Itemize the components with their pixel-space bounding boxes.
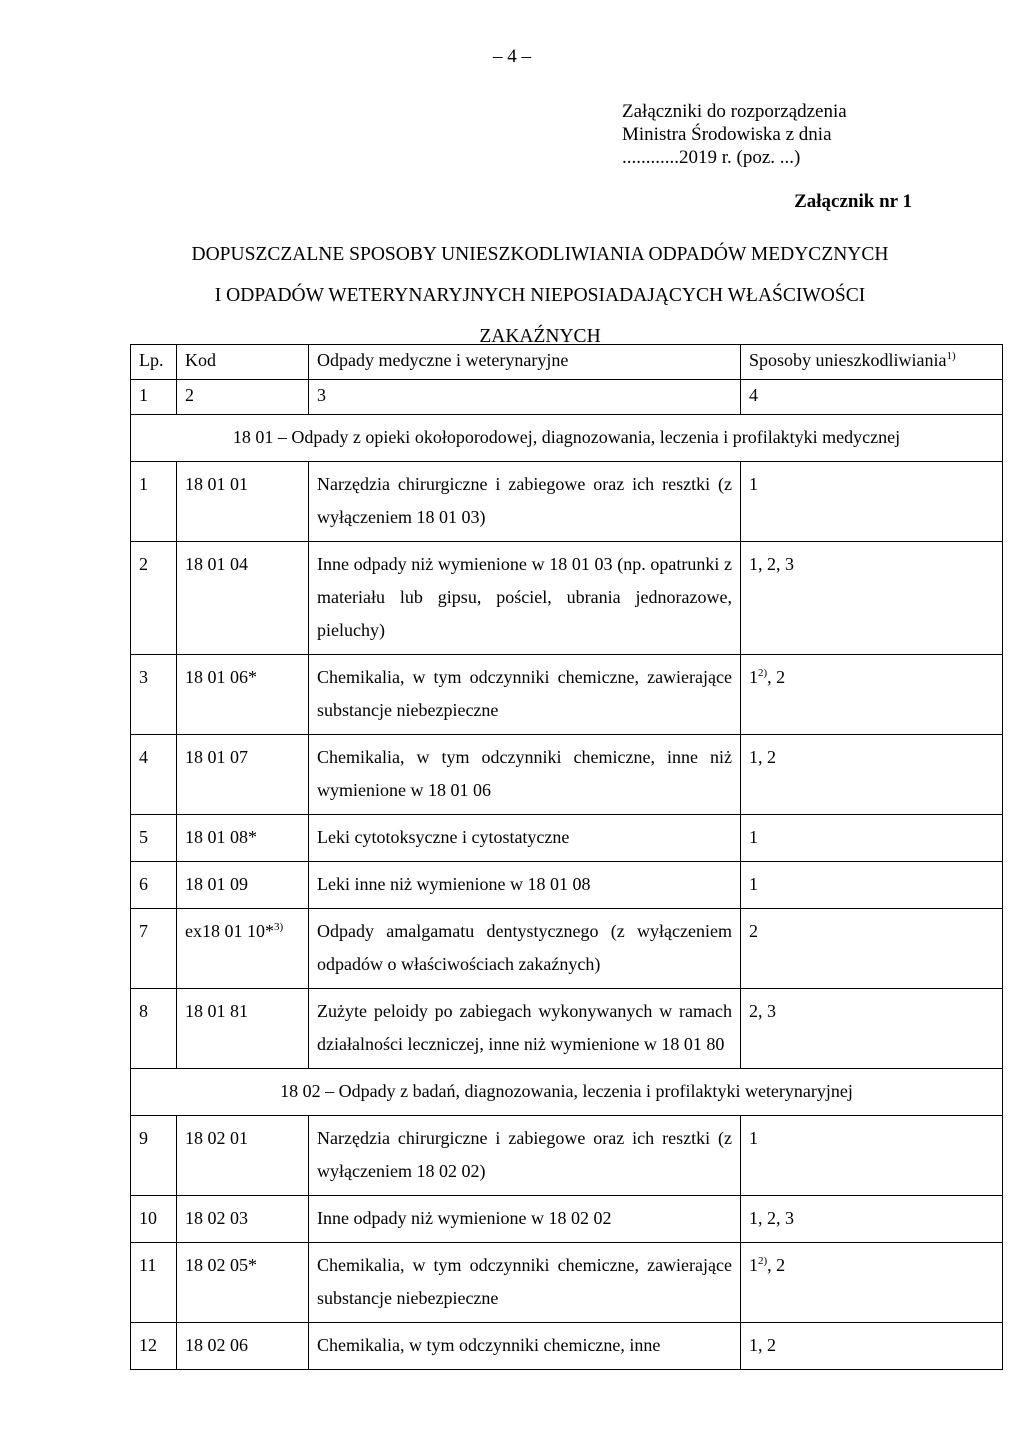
sposoby-text: 1, 2 — [749, 747, 776, 767]
number-cell: 1 — [131, 380, 177, 415]
sposoby-text: 1 — [749, 827, 758, 847]
cell-lp: 10 — [131, 1196, 177, 1243]
table-row — [131, 909, 1003, 989]
title-line-3: ZAKAŹNYCH — [479, 326, 601, 347]
table-row — [131, 542, 1003, 655]
header-row — [131, 345, 1003, 380]
sposoby-text: 2, 3 — [749, 1001, 776, 1021]
table-row — [131, 989, 1003, 1069]
sposoby-text: 1 — [749, 667, 758, 687]
cell-kod — [177, 989, 309, 1069]
cell-opis: Zużyte peloidy po zabiegach wykonywanych w ramach działalności leczniczej, inne niż wymienione w 18 01 80 — [309, 989, 741, 1069]
cell-opis: Inne odpady niż wymienione w 18 01 03 (np. opatrunki z materiału lub gipsu, pościel, ubrania jednorazowe, pieluchy) — [309, 542, 741, 655]
cell-sposoby — [741, 989, 1003, 1069]
kod-text: 18 02 03 — [185, 1208, 248, 1228]
sposoby-rest: , 2 — [767, 1255, 786, 1275]
cell-lp: 7 — [131, 909, 177, 989]
cell-sposoby — [741, 655, 1003, 735]
kod-text: 18 01 08* — [185, 827, 257, 847]
cell-lp: 12 — [131, 1323, 177, 1370]
number-cell: 3 — [309, 380, 741, 415]
kod-text: 18 01 81 — [185, 1001, 248, 1021]
cell-kod — [177, 909, 309, 989]
cell-kod — [177, 655, 309, 735]
number-cell: 2 — [177, 380, 309, 415]
attachment-header — [622, 100, 847, 169]
numbering-row — [131, 380, 1003, 415]
cell-kod — [177, 462, 309, 542]
title-line-2: I ODPADÓW WETERYNARYJNYCH NIEPOSIADAJĄCYCH WŁAŚCIWOŚCI — [214, 285, 866, 306]
sposoby-text: 1 — [749, 1255, 758, 1275]
annex-label: Załącznik nr 1 — [794, 191, 912, 212]
table-row — [131, 1116, 1003, 1196]
cell-kod — [177, 1323, 309, 1370]
cell-opis: Chemikalia, w tym odczynniki chemiczne, inne — [309, 1323, 741, 1370]
kod-text: 18 01 06* — [185, 667, 257, 687]
group-row — [131, 415, 1003, 462]
number-cell: 4 — [741, 380, 1003, 415]
attachment-line-3: ............2019 r. (poz. ...) — [622, 147, 801, 168]
header-sposoby-footnote: 1) — [946, 350, 956, 362]
waste-table — [130, 344, 1003, 1370]
table-row — [131, 862, 1003, 909]
header-sposoby — [741, 345, 1003, 380]
cell-kod — [177, 735, 309, 815]
cell-lp: 9 — [131, 1116, 177, 1196]
title-line-1: DOPUSZCZALNE SPOSOBY UNIESZKODLIWIANIA ODPADÓW MEDYCZNYCH — [191, 244, 889, 265]
cell-opis: Narzędzia chirurgiczne i zabiegowe oraz ich resztki (z wyłączeniem 18 01 03) — [309, 462, 741, 542]
cell-kod — [177, 815, 309, 862]
cell-sposoby — [741, 735, 1003, 815]
cell-opis: Odpady amalgamatu dentystycznego (z wyłączeniem odpadów o właściwościach zakaźnych) — [309, 909, 741, 989]
cell-lp: 4 — [131, 735, 177, 815]
cell-sposoby — [741, 1323, 1003, 1370]
group-heading-18-01: 18 01 – Odpady z opieki okołoporodowej, diagnozowania, leczenia i profilaktyki medycznej — [131, 415, 1003, 462]
kod-text: 18 02 05* — [185, 1255, 257, 1275]
cell-lp: 8 — [131, 989, 177, 1069]
cell-lp: 2 — [131, 542, 177, 655]
cell-kod — [177, 542, 309, 655]
table-row — [131, 462, 1003, 542]
cell-lp: 5 — [131, 815, 177, 862]
attachment-line-1: Załączniki do rozporządzenia — [622, 101, 847, 122]
attachment-line-2: Ministra Środowiska z dnia — [622, 124, 832, 145]
sposoby-text: 2 — [749, 921, 758, 941]
sposoby-text: 1 — [749, 1128, 758, 1148]
table-row — [131, 1243, 1003, 1323]
document-title — [100, 234, 980, 357]
header-kod: Kod — [177, 345, 309, 380]
page-number: – 4 – — [493, 46, 531, 67]
header-sposoby-text: Sposoby unieszkodliwiania — [749, 350, 947, 370]
sposoby-text: 1 — [749, 474, 758, 494]
cell-lp: 3 — [131, 655, 177, 735]
cell-lp: 1 — [131, 462, 177, 542]
kod-text: 18 01 01 — [185, 474, 248, 494]
cell-kod — [177, 862, 309, 909]
kod-text: 18 01 04 — [185, 554, 248, 574]
cell-opis: Leki cytotoksyczne i cytostatyczne — [309, 815, 741, 862]
header-lp: Lp. — [131, 345, 177, 380]
kod-footnote: 3) — [274, 921, 284, 933]
cell-lp: 6 — [131, 862, 177, 909]
kod-text: ex18 01 10* — [185, 921, 274, 941]
kod-text: 18 02 01 — [185, 1128, 248, 1148]
cell-kod — [177, 1243, 309, 1323]
table-row — [131, 1323, 1003, 1370]
sposoby-text: 1, 2, 3 — [749, 554, 794, 574]
cell-opis: Chemikalia, w tym odczynniki chemiczne, zawierające substancje niebezpieczne — [309, 1243, 741, 1323]
table-body — [131, 415, 1003, 1370]
sposoby-footnote: 2) — [758, 1255, 768, 1267]
cell-sposoby — [741, 462, 1003, 542]
sposoby-rest: , 2 — [767, 667, 786, 687]
cell-kod — [177, 1116, 309, 1196]
cell-opis: Chemikalia, w tym odczynniki chemiczne, inne niż wymienione w 18 01 06 — [309, 735, 741, 815]
table-row — [131, 815, 1003, 862]
cell-opis: Narzędzia chirurgiczne i zabiegowe oraz ich resztki (z wyłączeniem 18 02 02) — [309, 1116, 741, 1196]
cell-sposoby — [741, 1243, 1003, 1323]
table-row — [131, 655, 1003, 735]
kod-text: 18 02 06 — [185, 1335, 248, 1355]
cell-sposoby — [741, 909, 1003, 989]
cell-sposoby — [741, 862, 1003, 909]
sposoby-text: 1, 2 — [749, 1335, 776, 1355]
sposoby-text: 1 — [749, 874, 758, 894]
kod-text: 18 01 07 — [185, 747, 248, 767]
cell-sposoby — [741, 1116, 1003, 1196]
cell-sposoby — [741, 1196, 1003, 1243]
cell-lp: 11 — [131, 1243, 177, 1323]
cell-opis: Inne odpady niż wymienione w 18 02 02 — [309, 1196, 741, 1243]
group-heading-18-02: 18 02 – Odpady z badań, diagnozowania, leczenia i profilaktyki weterynaryjnej — [131, 1069, 1003, 1116]
sposoby-footnote: 2) — [758, 667, 768, 679]
table-row — [131, 735, 1003, 815]
cell-opis: Leki inne niż wymienione w 18 01 08 — [309, 862, 741, 909]
header-odpady: Odpady medyczne i weterynaryjne — [309, 345, 741, 380]
cell-sposoby — [741, 542, 1003, 655]
cell-sposoby — [741, 815, 1003, 862]
table-row — [131, 1196, 1003, 1243]
cell-kod — [177, 1196, 309, 1243]
group-row — [131, 1069, 1003, 1116]
cell-opis: Chemikalia, w tym odczynniki chemiczne, zawierające substancje niebezpieczne — [309, 655, 741, 735]
kod-text: 18 01 09 — [185, 874, 248, 894]
sposoby-text: 1, 2, 3 — [749, 1208, 794, 1228]
